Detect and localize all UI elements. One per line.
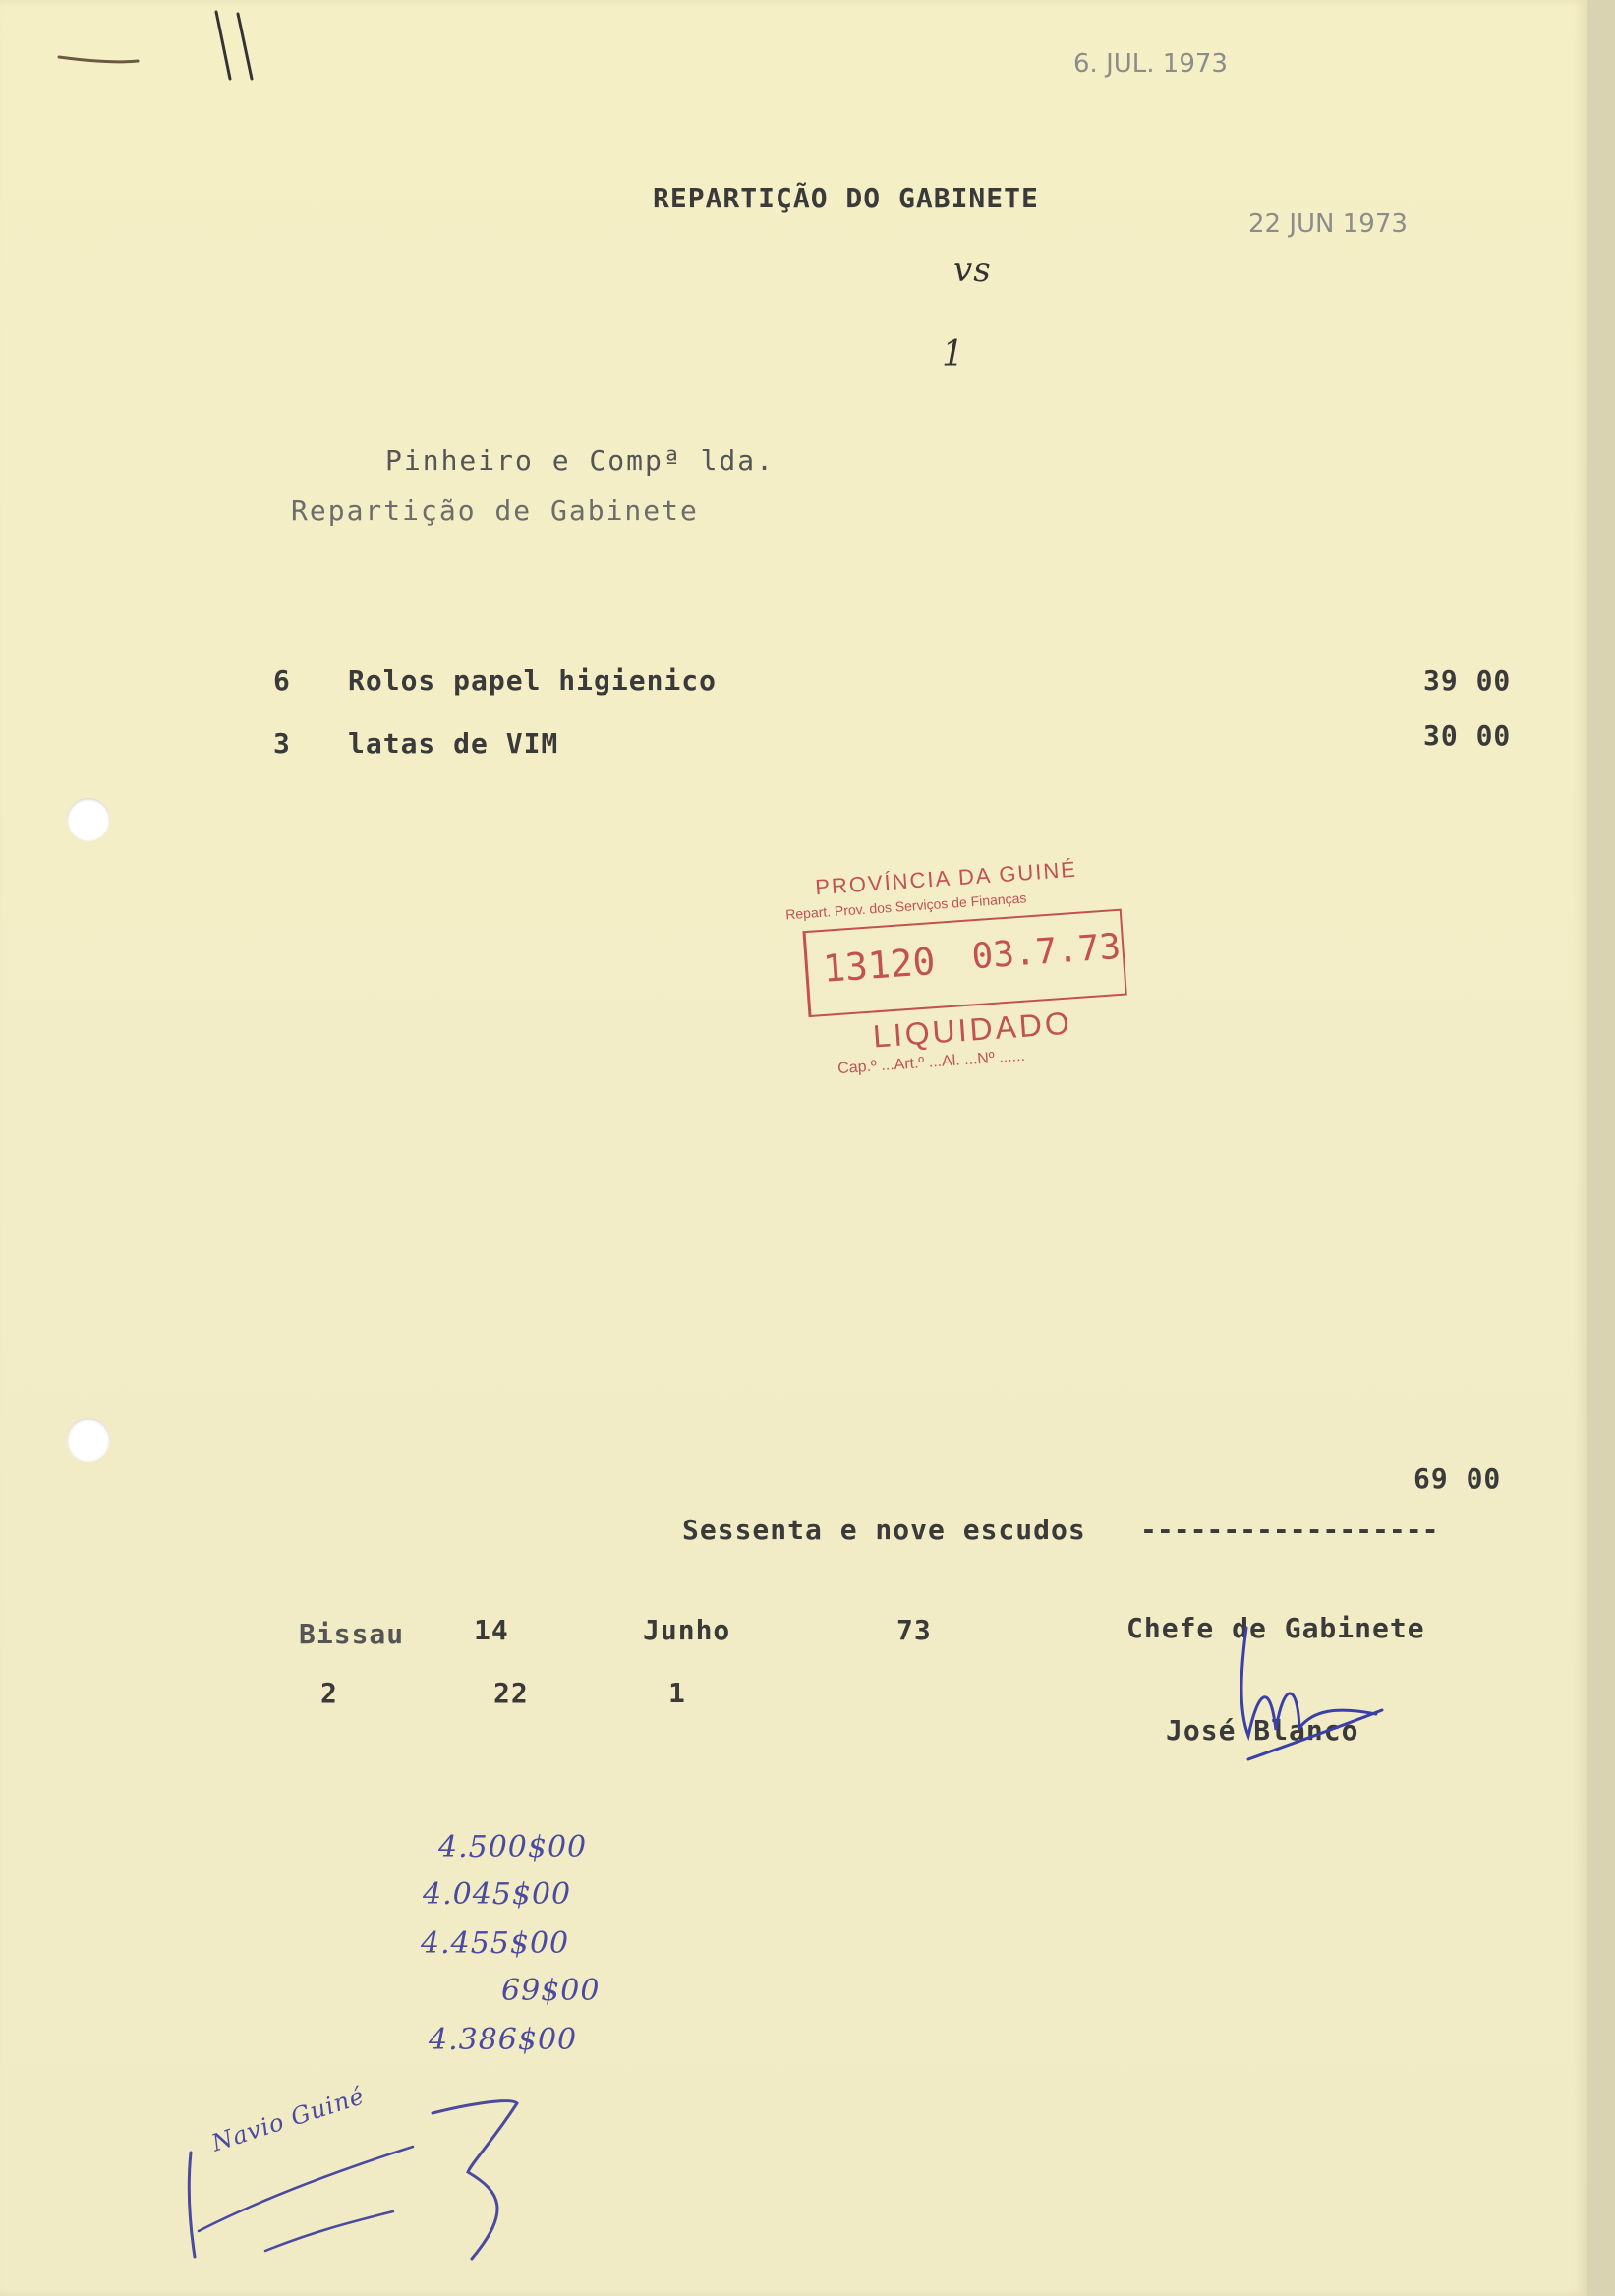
item-amount: 39 00: [1423, 664, 1512, 697]
supplier-name: Pinheiro e Compª lda.: [385, 444, 776, 477]
ref-number-3: 1: [668, 1677, 686, 1709]
year: 73: [896, 1614, 932, 1646]
document-title: REPARTIÇÃO DO GABINETE: [653, 182, 1039, 214]
item-qty: 6: [273, 664, 291, 697]
signatory-role: Chefe de Gabinete: [1126, 1612, 1425, 1644]
total-dashes: ------------------: [1140, 1514, 1439, 1546]
calc-line: 69$00: [501, 1974, 601, 2008]
handwritten-mark: 1: [942, 334, 965, 374]
calc-line: 4.500$00: [438, 1830, 588, 1865]
calc-line: 4.386$00: [429, 2023, 578, 2057]
signatory-name: José Blanco: [1166, 1714, 1359, 1747]
received-date-stamp-top: 6. JUL. 1973: [1073, 49, 1228, 79]
item-description: Rolos papel higienico: [348, 664, 718, 697]
day: 14: [474, 1614, 509, 1646]
liquidado-stamp: [779, 853, 1148, 1099]
stamp-number: 13120: [821, 940, 937, 991]
item-description: latas de VIM: [348, 727, 559, 760]
received-date-stamp: 22 JUN 1973: [1248, 209, 1408, 239]
handwritten-vs: vs: [953, 251, 992, 290]
punch-hole-bottom: [67, 1418, 110, 1462]
corner-marks: [20, 0, 256, 98]
supplier-department: Repartição de Gabinete: [291, 494, 699, 527]
ref-number-2: 22: [493, 1677, 529, 1709]
page-edge: [1587, 0, 1615, 2296]
stamp-province: PROVÍNCIA DA GUINÉ: [814, 856, 1078, 900]
handwritten-note: Navio Guiné: [208, 2082, 369, 2157]
stamp-status: LIQUIDADO: [871, 1004, 1073, 1055]
stamp-department: Repart. Prov. dos Serviços de Finanças: [784, 890, 1027, 923]
handwritten-scribbles: [177, 2084, 550, 2270]
signature: [1219, 1612, 1386, 1779]
month: Junho: [643, 1614, 731, 1646]
item-amount: 30 00: [1423, 719, 1512, 752]
stamp-date: 03.7.73: [970, 926, 1123, 978]
calc-line: 4.045$00: [423, 1877, 572, 1912]
total-in-words: Sessenta e nove escudos: [682, 1514, 1086, 1546]
place: Bissau: [299, 1618, 405, 1650]
total-amount: 69 00: [1413, 1463, 1502, 1495]
item-qty: 3: [273, 727, 291, 760]
calc-line: 4.455$00: [421, 1926, 570, 1961]
stamp-footer: Cap.º ...Art.º ...Al. ...Nº ......: [836, 1047, 1026, 1078]
punch-hole-top: [67, 798, 110, 841]
ref-number-1: 2: [320, 1677, 338, 1709]
